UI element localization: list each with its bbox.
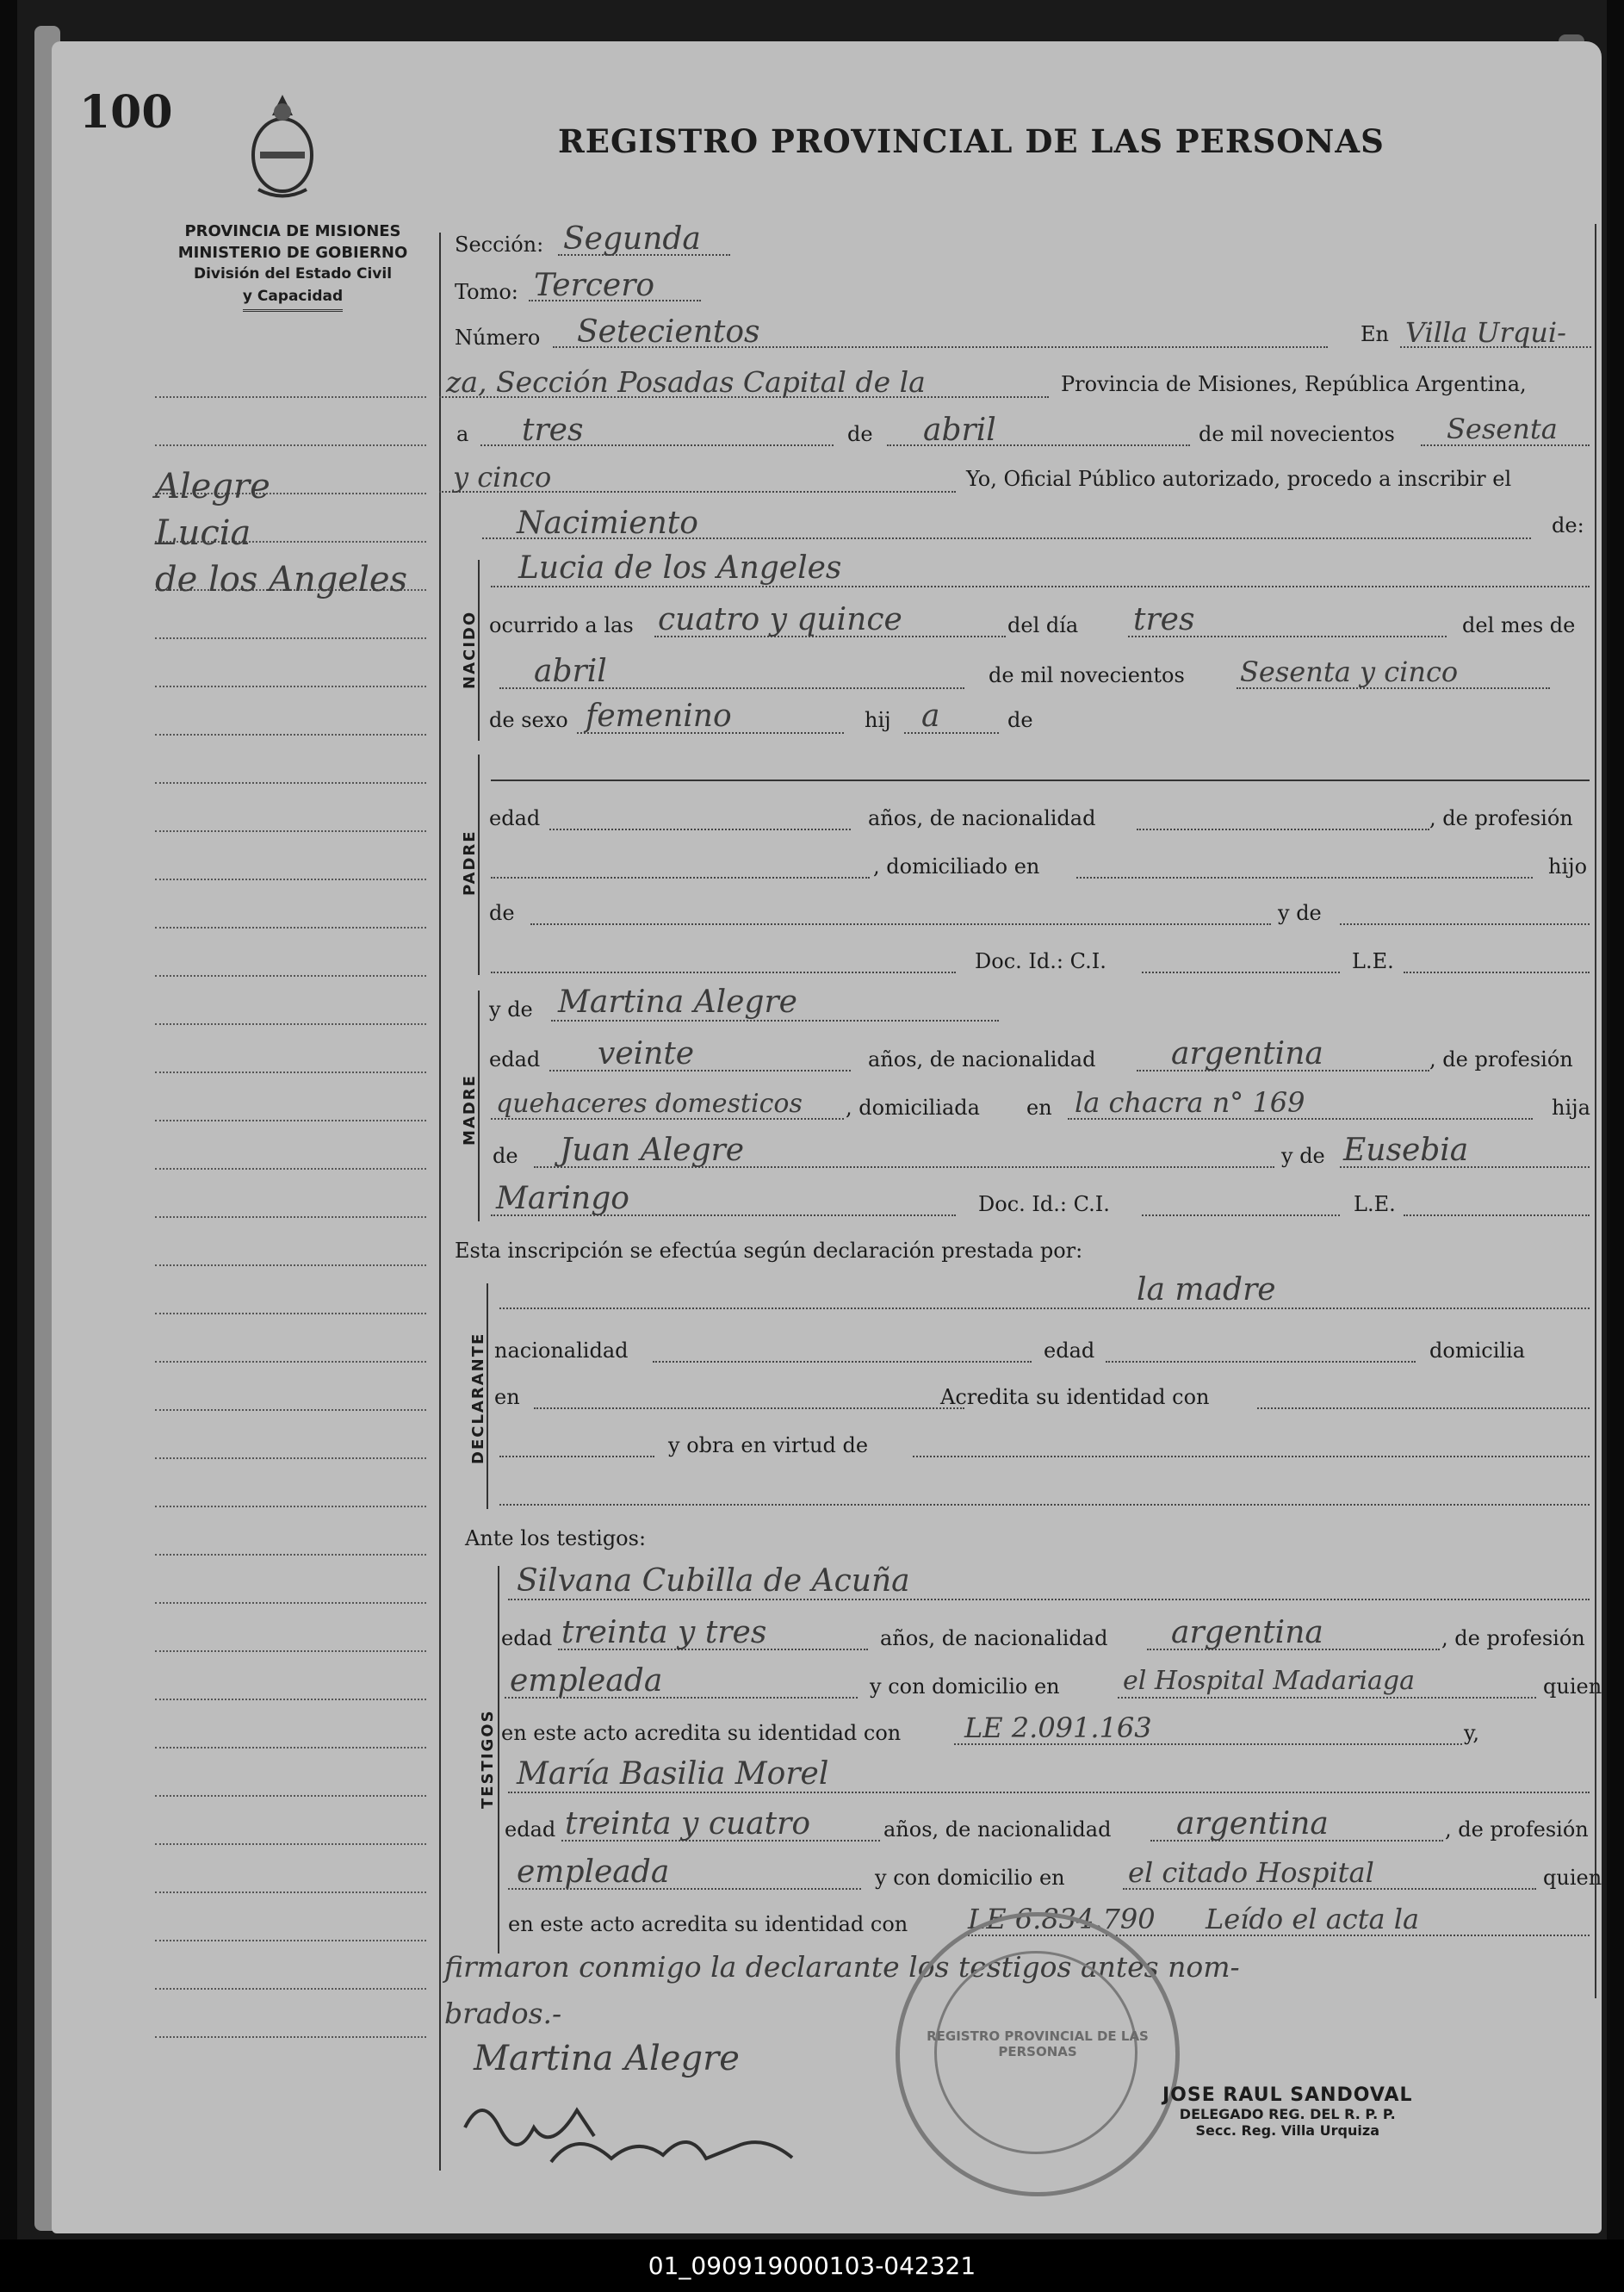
margin-line [155,1071,426,1073]
nacido-year-value: Sesenta y cinco [1240,655,1459,688]
de2-label: de: [1552,513,1584,537]
seccion-value: Segunda [563,221,701,257]
agency-line-4: y Capacidad [243,286,343,312]
official-stamp-icon [896,1912,1180,2196]
t2-name-value: María Basilia Morel [517,1756,829,1792]
padre-anos-label: años, de nacionalidad [868,806,1096,830]
t1-nac-value: argentina [1171,1615,1323,1650]
margin-line [155,1747,426,1749]
declarante-obra-label: y obra en virtud de [668,1433,869,1457]
padre-edad-label: edad [489,806,541,830]
footer-caption: 01_090919000103-042321 [0,2239,1624,2292]
hij-label: hij [865,708,891,732]
t1-domicilio-label: y con domicilio en [870,1674,1060,1699]
t2-edad-label: edad [505,1817,556,1842]
padre-de-label: de [489,901,515,925]
agency-line-2: MINISTERIO DE GOBIERNO [177,244,408,262]
margin-line [155,734,426,736]
madre-le-label: L.E. [1354,1192,1396,1216]
t1-y-label: y, [1464,1721,1479,1745]
padre-domiciliado-label: , domiciliado en [873,854,1040,879]
t2-anos-label: años, de nacionalidad [883,1817,1112,1842]
oficial-text: Yo, Oficial Público autorizado, procedo a inscribir el [966,467,1512,491]
margin-line [155,1795,426,1797]
padre-doc-label: Doc. Id.: C.I. [975,949,1106,973]
madre-prof-value: quehaceres domesticos [496,1089,803,1119]
declarante-edad-label: edad [1044,1339,1095,1363]
provincia-text: Provincia de Misiones, República Argentina, [1061,372,1527,396]
margin-line [155,1554,426,1556]
padre-nac-field [1137,803,1429,830]
agency-line-1: PROVINCIA DE MISIONES [184,222,401,240]
margin-line [155,1168,426,1170]
margin-line [155,1361,426,1363]
margin-line [155,1457,426,1459]
declarante-field [499,1282,1590,1309]
margin-line [155,975,426,977]
madre-profesion-label: , de profesión [1429,1047,1573,1071]
t2-domicilio-label: y con domicilio en [875,1866,1065,1890]
coat-of-arms-icon [243,86,322,202]
madre-yde2-label: y de [1281,1144,1325,1168]
agency-line-3: División del Estado Civil [193,265,393,283]
padre-dom-field [1076,851,1533,879]
closing-line-2: firmaron conmigo la declarante los testigos antes nom- [444,1950,1240,1984]
closing-line-1: Leído el acta la [1206,1903,1420,1935]
madre-domiciliada-label: , domiciliada [846,1096,980,1120]
tomo-value: Tercero [534,268,655,303]
official-block [1162,2084,1413,2139]
madre-de-label: de [493,1144,518,1168]
t1-prof-value: empleada [510,1663,663,1699]
document-page [17,0,1607,2239]
ocurrido-label: ocurrido a las [489,613,634,637]
padre-extra-field [491,946,956,973]
t1-name-value: Silvana Cubilla de Acuña [517,1563,910,1599]
padre-prof-field [491,851,870,879]
declaracion-text: Esta inscripción se efectúa según declaración prestada por: [455,1239,1083,1263]
t2-dom-value: el citado Hospital [1128,1856,1374,1889]
official-place: Secc. Reg. Villa Urquiza [1195,2122,1379,2139]
margin-line [155,927,426,929]
seccion-label: Sección: [455,233,544,257]
declarante-nac-field [653,1335,1032,1363]
padre-le-label: L.E. [1352,949,1394,973]
padre-profesion-label: , de profesión [1429,806,1573,830]
numero-label: Número [455,326,541,350]
nacido-year-label: de mil novecientos [989,663,1185,687]
margin-line [155,2036,426,2038]
margin-line [155,1891,426,1893]
t1-id-value: LE 2.091.163 [964,1711,1152,1744]
hour-value: cuatro y quince [658,602,902,637]
declarante-extra-field [499,1478,1590,1506]
madre-name-value: Martina Alegre [558,985,797,1020]
closing-line-3: brados.- [444,1997,562,2030]
padre-hijo-label: hijo [1548,854,1588,879]
t2-profesion-label: , de profesión [1445,1817,1589,1842]
place-value: za, Sección Posadas Capital de la [446,365,926,399]
official-role: DELEGADO REG. DEL R. P. P. [1179,2106,1396,2122]
witness-signatures-icon [448,2076,827,2171]
margin-line [155,637,426,639]
declarante-acredita-field [1257,1382,1590,1409]
madre-father-value: Juan Alegre [560,1133,745,1168]
dia-value: tres [1133,602,1195,637]
margin-line [155,782,426,784]
margin-line [155,1023,426,1025]
madre-doc-label: Doc. Id.: C.I. [978,1192,1110,1216]
nacido-name-value: Lucia de los Angeles [518,550,842,586]
margin-line [155,444,426,446]
t1-quien-label: quien [1543,1674,1602,1699]
padre-yde-label: y de [1278,901,1322,925]
t2-id-value: LE 6.834.790 [968,1903,1156,1935]
mes-label: del mes de [1462,613,1576,637]
t1-profesion-label: , de profesión [1441,1626,1585,1650]
margin-line [155,1602,426,1604]
nacido-side-label: NACIDO [461,610,479,689]
margin-line [155,1940,426,1941]
dia-label: del día [1007,613,1079,637]
margin-note: Alegre Lucia de los Angeles [155,467,408,599]
en-value: Villa Urqui- [1405,316,1566,349]
margin-line [155,1120,426,1121]
declarante-acredita-label: Acredita su identidad con [940,1385,1210,1409]
agency-block [155,221,431,312]
padre-le-field [1404,946,1590,973]
madre-edad-field [549,1044,851,1071]
sexo-value: femenino [586,699,732,734]
margin-line [155,1988,426,1990]
madre-hija-label: hija [1552,1096,1590,1120]
margin-column [155,396,426,2119]
hij-value: a [921,699,940,734]
declarante-edad-field [1106,1335,1416,1363]
padre-ci-field [1142,946,1340,973]
declarante-obra-field [913,1430,1590,1457]
testigos-side-label: TESTIGOS [479,1709,497,1809]
t2-acredita-label: en este acto acredita su identidad con [508,1912,908,1936]
margin-line [155,1699,426,1700]
declarante-obra-pre-field [499,1430,654,1457]
madre-nac-value: argentina [1171,1036,1323,1071]
madre-ci-field [1142,1189,1340,1216]
madre-dom-value: la chacra n° 169 [1075,1086,1305,1119]
madre-mother-value: Eusebia [1343,1133,1469,1168]
madre-le-field [1404,1189,1590,1216]
padre-father-field [530,898,1271,925]
declarante-value: la madre [1137,1272,1276,1307]
t1-anos-label: años, de nacionalidad [880,1626,1108,1650]
nacido-de-label: de [1007,708,1033,732]
t2-edad-value: treinta y cuatro [565,1806,810,1842]
margin-line [155,1650,426,1652]
page-title: REGISTRO PROVINCIAL DE LAS PERSONAS [558,122,1385,160]
page-number: 100 [79,86,173,139]
month-value: abril [923,413,996,448]
de-label: de [847,422,873,446]
t2-prof-value: empleada [517,1854,670,1890]
official-name: JOSE RAUL SANDOVAL [1162,2084,1413,2106]
year-value-2: y cinco [453,461,552,494]
day-value: tres [522,413,584,448]
testigos-intro: Ante los testigos: [465,1526,647,1550]
madre-edad-label: edad [489,1047,541,1071]
hij-field [904,706,999,734]
year-value: Sesenta [1447,413,1558,445]
margin-line [155,879,426,880]
madre-anos-label: años, de nacionalidad [868,1047,1096,1071]
margin-line [155,1506,426,1507]
testigos-bracket [498,1566,499,1953]
form-right-border [1595,224,1596,1998]
padre-mother-field [1340,898,1590,925]
margin-line [155,686,426,687]
act-value: Nacimiento [517,506,698,541]
madre-edad-value: veinte [598,1036,695,1071]
madre-yde-label: y de [489,997,533,1022]
margin-line [155,1843,426,1845]
en-label: En [1361,322,1389,346]
nacido-month-value: abril [534,654,607,689]
padre-top-line [491,780,1590,781]
declarante-domicilia-label: domicilia [1429,1339,1526,1363]
madre-side-label: MADRE [461,1074,479,1146]
margin-line [155,1264,426,1266]
declarante-en-field [534,1382,964,1409]
margin-line [155,830,426,832]
numero-value: Setecientos [577,314,760,350]
a-label: a [456,422,469,446]
t1-edad-value: treinta y tres [561,1615,767,1650]
t2-quien-label: quien [1543,1866,1602,1890]
tomo-label: Tomo: [455,280,518,304]
padre-side-label: PADRE [461,829,479,896]
t2-nac-value: argentina [1176,1806,1329,1842]
declarante-nac-label: nacionalidad [494,1339,629,1363]
form-left-border [439,233,441,2171]
margin-line [155,1409,426,1411]
padre-edad-field [549,803,851,830]
year-label: de mil novecientos [1199,422,1395,446]
signature-declarante: Martina Alegre [474,2039,740,2078]
madre-mother-value-2: Maringo [496,1181,629,1216]
t1-acredita-label: en este acto acredita su identidad con [501,1721,902,1745]
stamp-text: REGISTRO PROVINCIAL DE LAS PERSONAS [927,2028,1149,2059]
declarante-en-label: en [494,1385,520,1409]
margin-line [155,1313,426,1314]
margin-line [155,1216,426,1218]
sexo-label: de sexo [489,708,568,732]
t1-edad-label: edad [501,1626,553,1650]
declarante-side-label: DECLARANTE [469,1332,487,1464]
t1-dom-value: el Hospital Madariaga [1123,1666,1415,1696]
madre-en-label: en [1026,1096,1052,1120]
margin-line [155,396,426,398]
